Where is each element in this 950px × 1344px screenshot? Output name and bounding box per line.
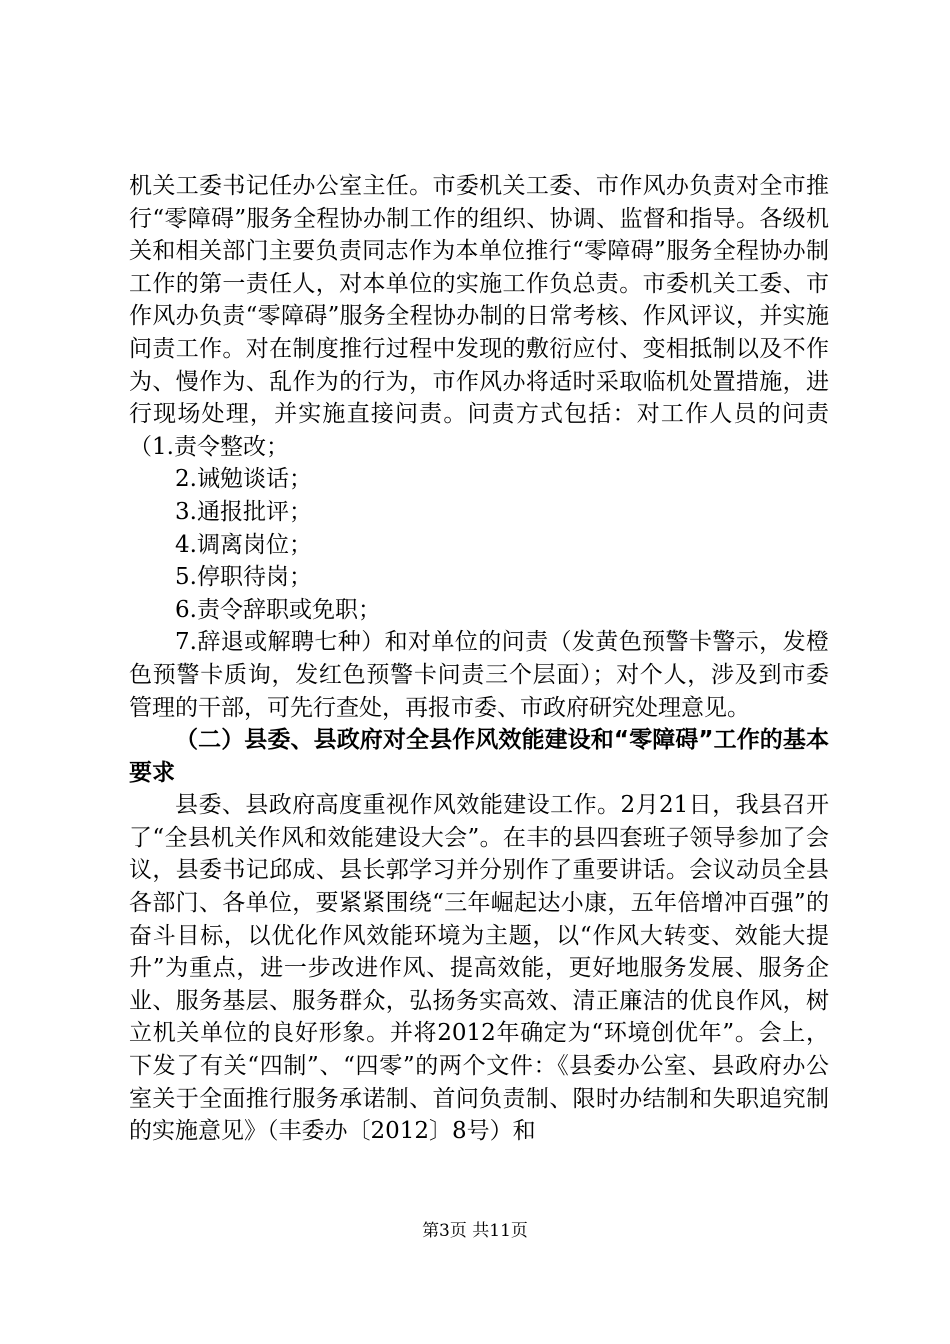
- list-item-2: 2.诫勉谈话；: [175, 466, 312, 493]
- page-number-footer: 第3页 共11页: [422, 1221, 528, 1241]
- list-item-5: 5.停职待岗；: [175, 564, 312, 591]
- section-heading: （二）县委、县政府对全县作风效能建设和“零障碍”工作的基本要求: [129, 727, 829, 786]
- list-item-4: 4.调离岗位；: [175, 531, 312, 558]
- document-body: [129, 170, 829, 1148]
- list-item-3: 3.通报批评；: [175, 498, 312, 525]
- paragraph-county-requirements: 县委、县政府高度重视作风效能建设工作。2月21日，我县召开了“全县机关作风和效能建设大会”。在丰的县四套班子领导参加了会议，县委书记邱成、县长郭学习并分别作了重要讲话。会议动员全县各部门、各单位，要紧紧围绕“三年崛起达小康，五年倍增冲百强”的奋斗目标，以优化作风效能环境为主题，以“作风大转变、效能大提升”为重点，进一步改进作风、提高效能，更好地服务发展、服务企业、服务基层、服务群众，弘扬务实高效、清正廉洁的优良作风，树立机关单位的良好形象。并将2012年确定为“环境创优年”。会上，下发了有关“四制”、“四零”的两个文件：《县委办公室、县政府办公室关于全面推行服务承诺制、首问负责制、限时办结制和失职追究制的实施意见》（丰委办〔2012〕8号）和: [129, 792, 829, 1145]
- list-item-6: 6.责令辞职或免职；: [175, 596, 381, 623]
- paragraph-item-7: 7.辞退或解聘七种）和对单位的问责（发黄色预警卡警示，发橙色预警卡质询，发红色预警卡问责三个层面）；对个人，涉及到市委管理的干部，可先行查处，再报市委、市政府研究处理意见。: [129, 629, 829, 721]
- paragraph-accountability: 机关工委书记任办公室主任。市委机关工委、市作风办负责对全市推行“零障碍”服务全程协办制工作的组织、协调、监督和指导。各级机关和相关部门主要负责同志作为本单位推行“零障碍”服务全程协办制工作的第一责任人，对本单位的实施工作负总责。市委机关工委、市作风办负责“零障碍”服务全程协办制的日常考核、作风评议，并实施问责工作。对在制度推行过程中发现的敷衍应付、变相抵制以及不作为、慢作为、乱作为的行为，市作风办将适时采取临机处置措施，进行现场处理，并实施直接问责。问责方式包括：对工作人员的问责（1.责令整改；: [129, 173, 829, 460]
